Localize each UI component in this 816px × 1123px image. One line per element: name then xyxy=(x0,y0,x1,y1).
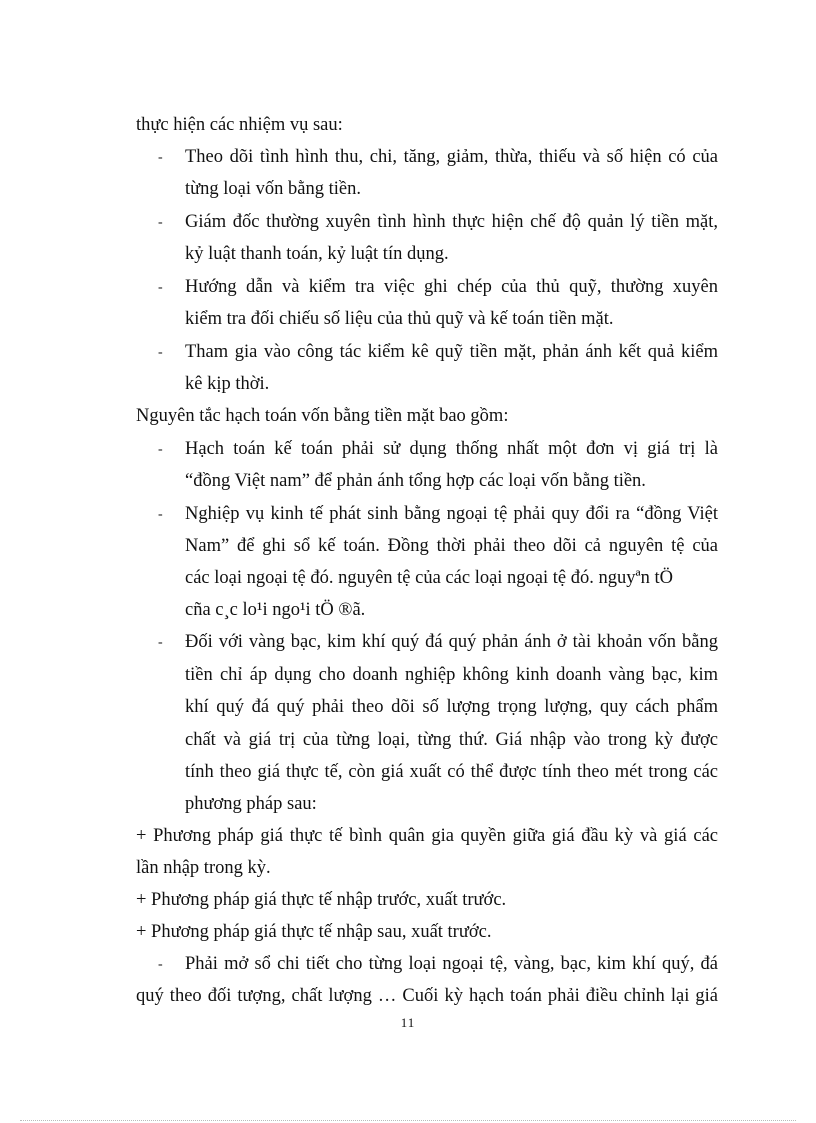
text-line: lần nhập trong kỳ. xyxy=(136,858,271,878)
bullet-dash-icon: - xyxy=(158,345,163,360)
text-line: tiền chỉ áp dụng cho doanh nghiệp không kinh doanh vàng bạc, kim xyxy=(185,665,718,685)
text-line: cña c¸c lo¹i ngo¹i tÖ ®ã. xyxy=(185,600,366,620)
text-line: “đồng Việt nam” để phản ánh tổng hợp các loại vốn bằng tiền. xyxy=(185,471,646,491)
text-line: Tham gia vào công tác kiểm kê quỹ tiền mặt, phản ánh kết quả kiểm xyxy=(185,342,718,362)
text-line: khí quý đá quý phải theo dõi số lượng trọng lượng, quy cách phẩm xyxy=(185,697,718,717)
text-line: Đối với vàng bạc, kim khí quý đá quý phản ánh ở tài khoản vốn bằng xyxy=(185,632,718,652)
text-line: + Phương pháp giá thực tế nhập sau, xuất trước. xyxy=(136,922,492,942)
bullet-dash-icon: - xyxy=(158,507,163,522)
bullet-dash-icon: - xyxy=(158,635,163,650)
text-line: phương pháp sau: xyxy=(185,794,317,814)
page-bottom-divider xyxy=(20,1120,796,1121)
text-line: các loại ngoại tệ đó. nguyên tệ của các loại ngoại tệ đó. nguyªn tÖ xyxy=(185,568,673,588)
text-line: Hướng dẫn và kiểm tra việc ghi chép của thủ quỹ, thường xuyên xyxy=(185,277,718,297)
text-line: + Phương pháp giá thực tế nhập trước, xuất trước. xyxy=(136,890,507,910)
bullet-dash-icon: - xyxy=(158,215,163,230)
text-line: Theo dõi tình hình thu, chi, tăng, giảm, thừa, thiếu và số hiện có của xyxy=(185,147,718,167)
text-line: Nam” để ghi sổ kế toán. Đồng thời phải theo dõi cả nguyên tệ của xyxy=(185,536,718,556)
text-line: Giám đốc thường xuyên tình hình thực hiện chế độ quản lý tiền mặt, xyxy=(185,212,718,232)
bullet-dash-icon: - xyxy=(158,280,163,295)
text-line: + Phương pháp giá thực tế bình quân gia quyền giữa giá đầu kỳ và giá các xyxy=(136,826,718,846)
text-line: Phải mở sổ chi tiết cho từng loại ngoại tệ, vàng, bạc, kim khí quý, đá xyxy=(185,954,718,974)
text-line: Nghiệp vụ kinh tế phát sinh bằng ngoại tệ phải quy đổi ra “đồng Việt xyxy=(185,504,718,524)
text-line: kê kịp thời. xyxy=(185,374,270,394)
text-line: chất và giá trị của từng loại, từng thứ. Giá nhập vào trong kỳ được xyxy=(185,730,718,750)
text-line: Hạch toán kế toán phải sử dụng thống nhất một đơn vị giá trị là xyxy=(185,439,718,459)
text-line: quý theo đối tượng, chất lượng … Cuối kỳ hạch toán phải điều chỉnh lại giá xyxy=(136,986,718,1006)
text-line: thực hiện các nhiệm vụ sau: xyxy=(136,115,343,135)
text-line: Nguyên tắc hạch toán vốn bằng tiền mặt bao gồm: xyxy=(136,406,509,426)
text-line: kiểm tra đối chiếu số liệu của thủ quỹ và kế toán tiền mặt. xyxy=(185,309,614,329)
text-line: kỷ luật thanh toán, kỷ luật tín dụng. xyxy=(185,244,449,264)
bullet-dash-icon: - xyxy=(158,442,163,457)
text-line: tính theo giá thực tế, còn giá xuất có thể được tính theo mét trong các xyxy=(185,762,718,782)
bullet-dash-icon: - xyxy=(158,957,163,972)
bullet-dash-icon: - xyxy=(158,150,163,165)
text-line: từng loại vốn bằng tiền. xyxy=(185,179,361,199)
page-number: 11 xyxy=(400,1015,416,1030)
